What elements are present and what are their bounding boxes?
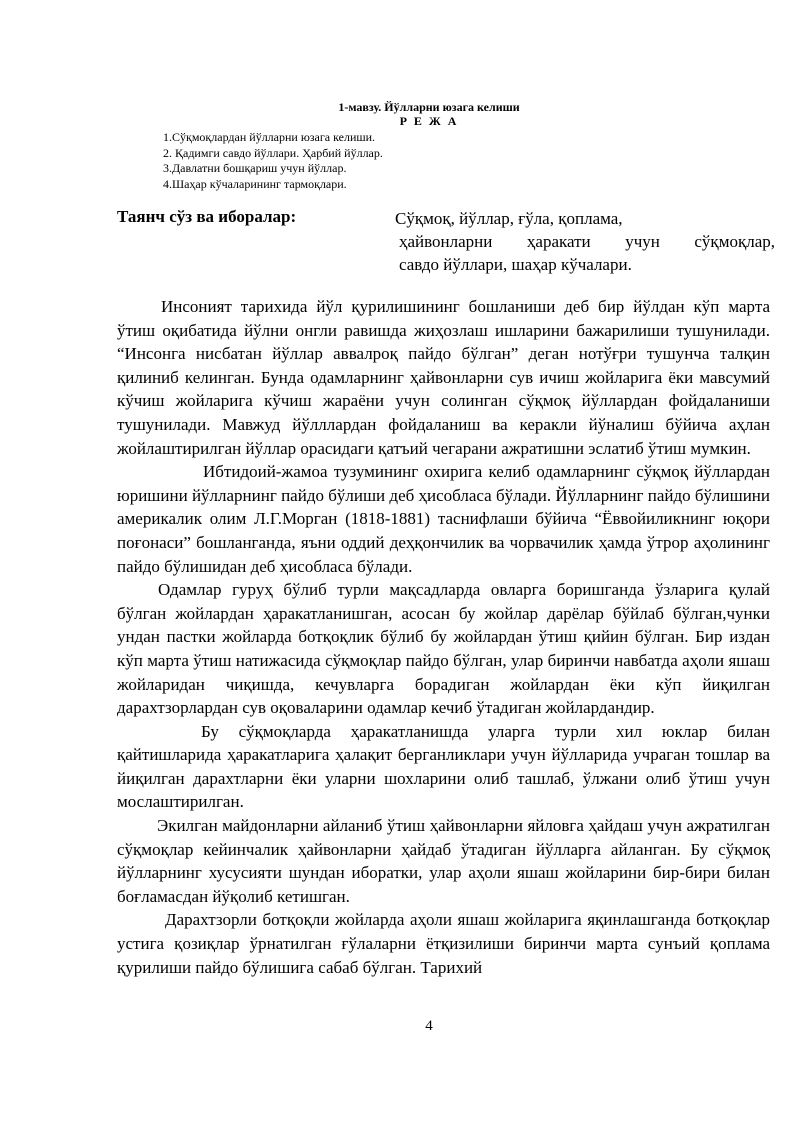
paragraph: Бу сўқмоқларда ҳаракатланишда уларга турли хил юклар билан қайтишларида ҳаракатларига ҳалақит берганликлари учун йўлларида учраган тошлар ва йиқилган дарахтларни ёки уларни шохларини олиб ташлаб, ўлжани олиб ўтиш учун мослаштирилган. bbox=[117, 721, 770, 812]
keywords-list bbox=[395, 207, 775, 276]
keywords-line: савдо йўллари, шаҳар кўчалари. bbox=[399, 255, 632, 274]
page-number: 4 bbox=[425, 1018, 433, 1034]
body-text bbox=[117, 295, 770, 979]
plan-item: 1.Сўқмоқлардан йўлларни юзага келиши. bbox=[163, 130, 376, 144]
keywords-line: ҳайвонларни ҳаракати учун сўқмоқлар, bbox=[399, 232, 775, 251]
paragraph: Ибтидоий-жамоа тузумининг охирига келиб одамларнинг сўқмоқ йўллардан юришини йўлларнинг пайдо бўлиши деб ҳисобласа бўлади. Йўлларнинг пайдо бўлишини америкалик олим Л.Г.Морган (1818-1881) таснифлаши бўйича “Ёввойиликнинг юқори поғонаси” бошланганда, яъни оддий деҳқончилик ва чорвачилик ҳамда ўтрор аҳолининг пайдо бўлишидан деб ҳисобласа бўлади. bbox=[117, 462, 770, 576]
keywords-label: Таянч сўз ва иборалар: bbox=[117, 207, 297, 226]
paragraph: Инсоният тарихида йўл қурилишининг бошланиши деб бир йўлдан кўп марта ўтиш оқибатида йўлни онгли равишда жиҳозлаш ишларини бажарилиши тушунилади. “Инсонга нисбатан йўллар аввалроқ пайдо бўлган” деган нотўғри тушунча талқин қилиниб келинган. Бунда одамларнинг ҳайвонларни сув ичиш жойларига ёки мавсумий кўчиш жойларига кўчиш жараёни учун солинган сўқмоқ йўллардан фойдаланиши тушунилади. Мавжуд йўлллардан фойдаланиш ва керакли йўналиш бўйича аҳлан жойлаштирилган йўллар орасидаги қатъий чегарани ажратишни эслатиб ўтиш мумкин. bbox=[117, 297, 770, 458]
paragraph: Дарахтзорли ботқоқли жойларда аҳоли яшаш жойларига яқинлашганда ботқоқлар устига қозиқлар ўрнатилган ғўлаларни ётқизилиши биринчи марта сунъий қоплама қурилиши пайдо бўлишига сабаб бўлган. Тарихий bbox=[117, 910, 770, 977]
paragraph: Экилган майдонларни айланиб ўтиш ҳайвонларни яйловга ҳайдаш учун ажратилган сўқмоқлар кейинчалик ҳайвонларни ҳайдаб ўтадиган йўлларга айланган. Бу сўқмоқ йўлларнинг хусусияти шундан иборатки, улар аҳоли яшаш жойларини бир-бири билан боғламасдан йўқолиб кетишган. bbox=[117, 816, 770, 906]
plan-item: 2. Қадимги савдо йўллари. Ҳарбий йўллар. bbox=[163, 145, 383, 160]
plan-list bbox=[163, 130, 383, 192]
plan-item: 3.Давлатни бошқариш учун йўллар. bbox=[163, 161, 347, 175]
plan-heading: Р Е Ж А bbox=[399, 114, 459, 128]
plan-item: 4.Шаҳар кўчаларининг тармоқлари. bbox=[163, 176, 347, 191]
document-title: 1-мавзу. Йўлларни юзага келиши bbox=[338, 100, 520, 114]
keywords-line: Сўқмоқ, йўллар, ғўла, қоплама, bbox=[395, 209, 623, 228]
paragraph: Одамлар гуруҳ бўлиб турли мақсадларда овларга боришганда ўзларига қулай бўлган жойлардан ҳаракатланишган, асосан бу жойлар дарёлар бўйлаб бўлган,чунки ундан пастки жойларда ботқоқлик бўлиб бу жойлардан ўтиш қийин бўлган. Бир издан кўп марта ўтиш натижасида сўқмоқлар пайдо бўлган, улар биринчи навбатда аҳоли яшаш жойларидан чиқишда, кечувларга борадиган жойлардан ёки кўп йиқилган дарахтзорлардан сув оқоваларини одамлар кечиб ўтадиган жойлардандир. bbox=[117, 580, 770, 718]
